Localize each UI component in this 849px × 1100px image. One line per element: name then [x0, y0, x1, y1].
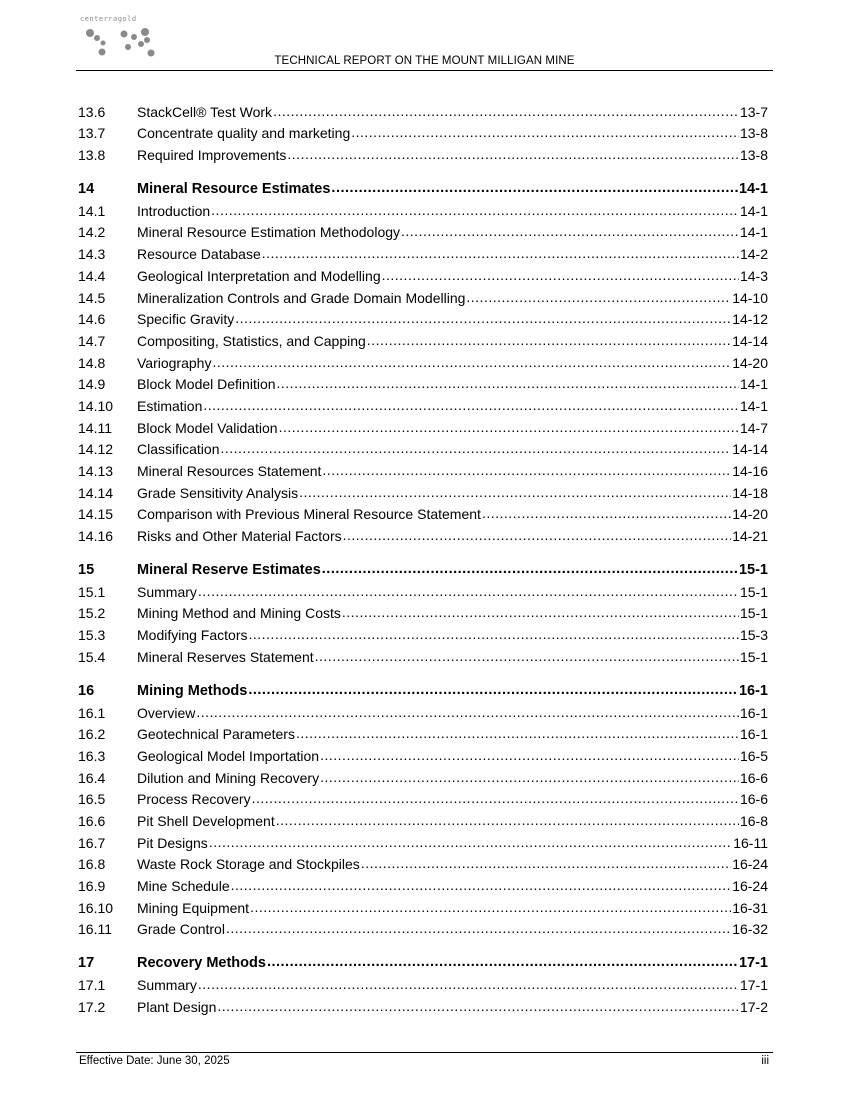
- toc-entry[interactable]: [78, 600, 768, 622]
- toc-number: 16.11: [78, 921, 112, 938]
- toc-entry[interactable]: [78, 807, 768, 829]
- toc-title: Geotechnical Parameters: [137, 726, 295, 743]
- toc-entry[interactable]: [78, 392, 768, 414]
- toc-dot-leader: [296, 725, 739, 741]
- toc-dot-leader: [248, 626, 738, 642]
- toc-number: 17.1: [78, 977, 106, 994]
- toc-title: Waste Rock Storage and Stockpiles: [137, 856, 360, 873]
- toc-dot-leader: [322, 462, 731, 478]
- toc-dot-leader: [299, 484, 731, 500]
- toc-entry[interactable]: [78, 479, 768, 501]
- toc-number: 14.12: [78, 441, 114, 458]
- toc-number: 13.6: [78, 103, 106, 120]
- toc-title: Comparison with Previous Mineral Resource Statement: [137, 506, 481, 523]
- toc-page-number: 16-8: [739, 812, 768, 829]
- toc-title: Overview: [137, 704, 196, 721]
- logo-wordmark: centerragold: [80, 15, 137, 23]
- toc-entry[interactable]: [78, 240, 768, 262]
- toc-number: 16.6: [78, 812, 106, 829]
- toc-title: Mining Methods: [137, 682, 248, 699]
- toc-page-number: 14-1: [739, 202, 768, 219]
- toc-entry[interactable]: [78, 284, 768, 306]
- toc-page-number: 16-24: [732, 878, 768, 894]
- toc-number: 14.7: [78, 332, 106, 349]
- toc-dot-leader: [482, 505, 731, 521]
- toc-title: Estimation: [137, 397, 203, 414]
- toc-entry[interactable]: [78, 721, 768, 743]
- toc-title: Mineral Reserves Statement: [137, 648, 314, 665]
- toc-page-number: 16-6: [739, 791, 768, 808]
- toc-number: 15: [78, 562, 95, 579]
- toc-page-number: 14-3: [739, 267, 768, 284]
- toc-page-number: 14-20: [732, 354, 768, 371]
- toc-title: Process Recovery: [137, 791, 251, 808]
- toc-page-number: 15-1: [739, 648, 768, 665]
- toc-page-number: 17-2: [739, 998, 768, 1015]
- toc-title: Concentrate quality and marketing: [137, 125, 351, 142]
- toc-entry[interactable]: [78, 851, 768, 873]
- toc-number: 16.1: [78, 704, 106, 721]
- toc-entry[interactable]: [78, 872, 768, 894]
- toc-dot-leader: [382, 267, 739, 283]
- toc-entry[interactable]: [78, 306, 768, 328]
- toc-number: 14.2: [78, 224, 106, 241]
- page-number: iii: [761, 1055, 769, 1067]
- toc-dot-leader: [351, 124, 739, 140]
- toc-dot-leader: [212, 354, 731, 370]
- toc-dot-leader: [287, 146, 739, 162]
- toc-section-heading[interactable]: [78, 175, 768, 197]
- toc-number: 14.15: [78, 506, 114, 523]
- toc-entry[interactable]: [78, 578, 768, 600]
- toc-number: 13.7: [78, 125, 106, 142]
- toc-number: 17.2: [78, 998, 106, 1015]
- toc-dot-leader: [252, 790, 739, 806]
- toc-number: 16: [78, 682, 95, 699]
- toc-page-number: 14-7: [739, 419, 768, 436]
- toc-number: 16.2: [78, 726, 106, 743]
- toc-title: Mining Equipment: [137, 899, 250, 916]
- toc-number: 14.3: [78, 246, 106, 263]
- toc-page-number: 17-1: [739, 977, 768, 994]
- toc-dot-leader: [203, 397, 739, 413]
- toc-number: 14.13: [78, 463, 114, 479]
- toc-number: 14.9: [78, 376, 106, 393]
- toc-entry[interactable]: [78, 621, 768, 643]
- toc-dot-leader: [235, 310, 731, 326]
- toc-dot-leader: [279, 419, 739, 435]
- toc-number: 14.4: [78, 267, 106, 284]
- toc-title: Dilution and Mining Recovery: [137, 769, 320, 786]
- toc-dot-leader: [322, 561, 738, 577]
- toc-number: 13.8: [78, 147, 106, 164]
- toc-title: Summary: [137, 977, 197, 994]
- toc-page-number: 15-3: [739, 627, 768, 644]
- toc-title: Plant Design: [137, 998, 217, 1015]
- report-header-title: TECHNICAL REPORT ON THE MOUNT MILLIGAN MINE: [274, 55, 575, 67]
- toc-dot-leader: [262, 245, 739, 261]
- toc-section-heading[interactable]: [78, 677, 768, 699]
- toc-title: Mining Method and Mining Costs: [137, 605, 341, 622]
- toc-title: Modifying Factors: [137, 627, 248, 644]
- toc-page-number: 14-2: [739, 246, 768, 263]
- toc-title: Resource Database: [137, 246, 261, 263]
- toc-number: 15.1: [78, 583, 106, 600]
- toc-page-number: 15-1: [738, 562, 768, 579]
- toc-number: 17: [78, 955, 95, 972]
- toc-page-number: 14-20: [732, 506, 768, 523]
- toc-dot-leader: [276, 812, 739, 828]
- toc-entry[interactable]: [78, 916, 768, 938]
- toc-entry[interactable]: [78, 371, 768, 393]
- toc-entry[interactable]: [78, 262, 768, 284]
- toc-dot-leader: [198, 583, 739, 599]
- toc-entry[interactable]: [78, 993, 768, 1015]
- toc-number: 16.5: [78, 791, 106, 808]
- header-divider: [76, 70, 773, 71]
- toc-dot-leader: [196, 704, 739, 720]
- toc-title: Mineral Resource Estimation Methodology: [137, 224, 401, 241]
- toc-title: Mineral Resource Estimates: [137, 181, 331, 198]
- toc-entry[interactable]: [78, 436, 768, 458]
- toc-dot-leader: [198, 976, 739, 992]
- toc-dot-leader: [401, 223, 739, 239]
- toc-entry[interactable]: [78, 120, 768, 142]
- toc-entry[interactable]: [78, 829, 768, 851]
- toc-dot-leader: [267, 954, 738, 970]
- toc-title: Compositing, Statistics, and Capping: [137, 332, 366, 349]
- toc-entry[interactable]: [78, 522, 768, 544]
- toc-number: 16.7: [78, 834, 106, 851]
- toc-number: 14: [78, 181, 95, 198]
- toc-number: 14.6: [78, 311, 106, 328]
- toc-title: Block Model Validation: [137, 419, 278, 436]
- table-of-contents: [78, 98, 768, 1015]
- toc-dot-leader: [320, 747, 739, 763]
- toc-entry[interactable]: [78, 742, 768, 764]
- toc-entry[interactable]: [78, 786, 768, 808]
- toc-title: Geological Model Importation: [137, 747, 320, 764]
- toc-dot-leader: [211, 202, 739, 218]
- toc-page-number: 14-10: [732, 289, 768, 306]
- toc-page-number: 13-7: [739, 103, 768, 120]
- toc-dot-leader: [331, 180, 738, 196]
- toc-page-number: 16-1: [738, 682, 768, 699]
- toc-entry[interactable]: [78, 197, 768, 219]
- toc-title: Mineral Reserve Estimates: [137, 562, 321, 579]
- toc-title: Classification: [137, 441, 220, 458]
- toc-page-number: 14-21: [732, 528, 768, 545]
- toc-number: 14.8: [78, 354, 106, 371]
- toc-title: Summary: [137, 583, 197, 600]
- toc-dot-leader: [361, 855, 731, 871]
- toc-entry[interactable]: [78, 699, 768, 721]
- toc-title: Grade Sensitivity Analysis: [137, 484, 299, 501]
- toc-number: 14.1: [78, 202, 106, 219]
- toc-page-number: 16-32: [732, 921, 768, 938]
- toc-entry[interactable]: [78, 141, 768, 163]
- toc-dot-leader: [320, 769, 739, 785]
- toc-number: 16.4: [78, 769, 106, 786]
- toc-page-number: 14-1: [739, 224, 768, 241]
- toc-number: 16.3: [78, 747, 106, 764]
- toc-number: 14.11: [78, 419, 112, 436]
- toc-page-number: 16-5: [739, 747, 768, 764]
- toc-number: 14.16: [78, 528, 114, 545]
- toc-title: StackCell® Test Work: [137, 103, 273, 120]
- toc-dot-leader: [342, 604, 739, 620]
- toc-page-number: 14-14: [732, 332, 768, 349]
- toc-page-number: 16-1: [739, 726, 768, 743]
- toc-number: 16.9: [78, 878, 106, 894]
- toc-dot-leader: [226, 920, 731, 936]
- toc-section-heading[interactable]: [78, 949, 768, 971]
- toc-section-heading[interactable]: [78, 556, 768, 578]
- toc-page-number: 14-12: [732, 311, 768, 328]
- toc-page-number: 14-18: [732, 484, 768, 501]
- toc-page-number: 16-6: [739, 769, 768, 786]
- toc-page-number: 16-31: [732, 899, 768, 916]
- toc-page-number: 15-1: [739, 605, 768, 622]
- toc-number: 15.4: [78, 648, 106, 665]
- toc-title: Mineralization Controls and Grade Domain Modelling: [137, 289, 466, 306]
- toc-dot-leader: [209, 834, 732, 850]
- toc-page-number: 16-11: [733, 834, 768, 851]
- toc-number: 14.14: [78, 484, 114, 501]
- toc-number: 14.10: [78, 397, 114, 414]
- toc-page-number: 16-24: [732, 856, 768, 873]
- toc-title: Mine Schedule: [137, 878, 230, 894]
- toc-entry[interactable]: [78, 98, 768, 120]
- toc-dot-leader: [367, 332, 731, 348]
- toc-title: Variography: [137, 354, 212, 371]
- toc-page-number: 14-1: [739, 376, 768, 393]
- toc-dot-leader: [343, 527, 732, 543]
- toc-number: 16.8: [78, 856, 106, 873]
- toc-page-number: 13-8: [739, 125, 768, 142]
- toc-entry[interactable]: [78, 643, 768, 665]
- toc-title: Recovery Methods: [137, 955, 266, 972]
- toc-title: Mineral Resources Statement: [137, 463, 322, 479]
- toc-entry[interactable]: [78, 219, 768, 241]
- toc-page-number: 13-8: [739, 147, 768, 164]
- toc-dot-leader: [315, 648, 739, 664]
- toc-title: Introduction: [137, 202, 211, 219]
- toc-dot-leader: [466, 289, 731, 305]
- toc-page-number: 14-1: [738, 181, 768, 198]
- toc-title: Block Model Definition: [137, 376, 276, 393]
- toc-title: Risks and Other Material Factors: [137, 528, 342, 545]
- toc-dot-leader: [250, 899, 731, 915]
- toc-page-number: 14-14: [732, 441, 768, 458]
- toc-dot-leader: [217, 998, 739, 1014]
- toc-entry[interactable]: [78, 414, 768, 436]
- toc-page-number: 16-1: [739, 704, 768, 721]
- toc-entry[interactable]: [78, 327, 768, 349]
- toc-entry[interactable]: [78, 457, 768, 479]
- effective-date: Effective Date: June 30, 2025: [79, 1055, 230, 1067]
- toc-number: 14.5: [78, 289, 106, 306]
- toc-dot-leader: [231, 877, 732, 893]
- toc-title: Pit Shell Development: [137, 812, 275, 829]
- toc-page-number: 14-16: [732, 463, 768, 479]
- toc-title: Grade Control: [137, 921, 225, 938]
- toc-entry[interactable]: [78, 349, 768, 371]
- toc-title: Geological Interpretation and Modelling: [137, 267, 381, 284]
- toc-entry[interactable]: [78, 894, 768, 916]
- toc-entry[interactable]: [78, 764, 768, 786]
- toc-page-number: 17-1: [738, 955, 768, 972]
- toc-number: 15.2: [78, 605, 106, 622]
- toc-number: 15.3: [78, 627, 106, 644]
- toc-entry[interactable]: [78, 501, 768, 523]
- toc-dot-leader: [220, 440, 731, 456]
- toc-entry[interactable]: [78, 971, 768, 993]
- toc-dot-leader: [248, 682, 738, 698]
- toc-title: Pit Designs: [137, 834, 208, 851]
- toc-page-number: 15-1: [739, 583, 768, 600]
- toc-dot-leader: [277, 375, 739, 391]
- footer-divider: [76, 1052, 773, 1053]
- toc-dot-leader: [273, 103, 739, 119]
- toc-number: 16.10: [78, 899, 114, 916]
- toc-title: Required Improvements: [137, 147, 287, 164]
- toc-title: Specific Gravity: [137, 311, 235, 328]
- toc-page-number: 14-1: [739, 397, 768, 414]
